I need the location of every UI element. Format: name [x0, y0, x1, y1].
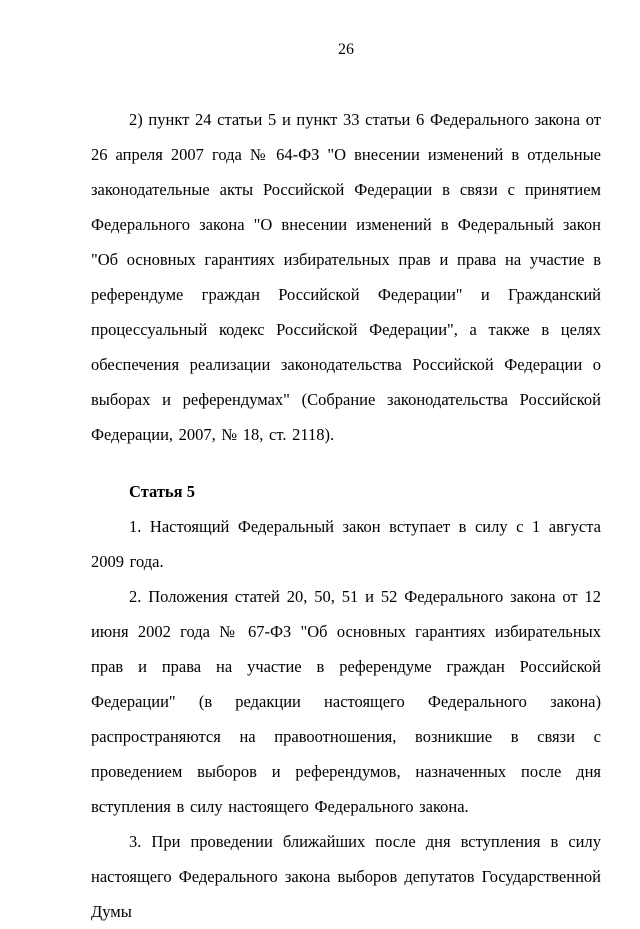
paragraph-point-1: 1. Настоящий Федеральный закон вступает в силу с 1 августа 2009 года.	[91, 517, 601, 571]
paragraph-item-2: 2) пункт 24 статьи 5 и пункт 33 статьи 6 Федерального закона от 26 апреля 2007 года № 64-ФЗ "О внесении изменений в отдельные законодательные акты Российской Федерации в связи с принятием Федерального закона "О внесении изменений в Федеральный закон "Об основных гарантиях избирательных прав и права на участие в референдуме граждан Российской Федерации" и Гражданский процессуальный кодекс Российской Федерации", а также в целях обеспечения реализации законодательства Российской Федерации о выборах и референдумах" (Собрание законодательства Российской Федерации, 2007, № 18, ст. 2118).	[91, 110, 601, 444]
paragraph-point-2: 2. Положения статей 20, 50, 51 и 52 Федерального закона от 12 июня 2002 года № 67-ФЗ "Об основных гарантиях избирательных прав и права на участие в референдуме граждан Российской Федерации" (в редакции настоящего Федерального закона) распространяются на правоотношения, возникшие в связи с проведением выборов и референдумов, назначенных после дня вступления в силу настоящего Федерального закона.	[91, 587, 601, 816]
article-heading: Статья 5	[129, 482, 195, 501]
page-number: 26	[338, 41, 354, 58]
paragraph-point-3: 3. При проведении ближайших после дня вступления в силу настоящего Федерального закона выборов депутатов Государственной Думы	[91, 832, 601, 921]
